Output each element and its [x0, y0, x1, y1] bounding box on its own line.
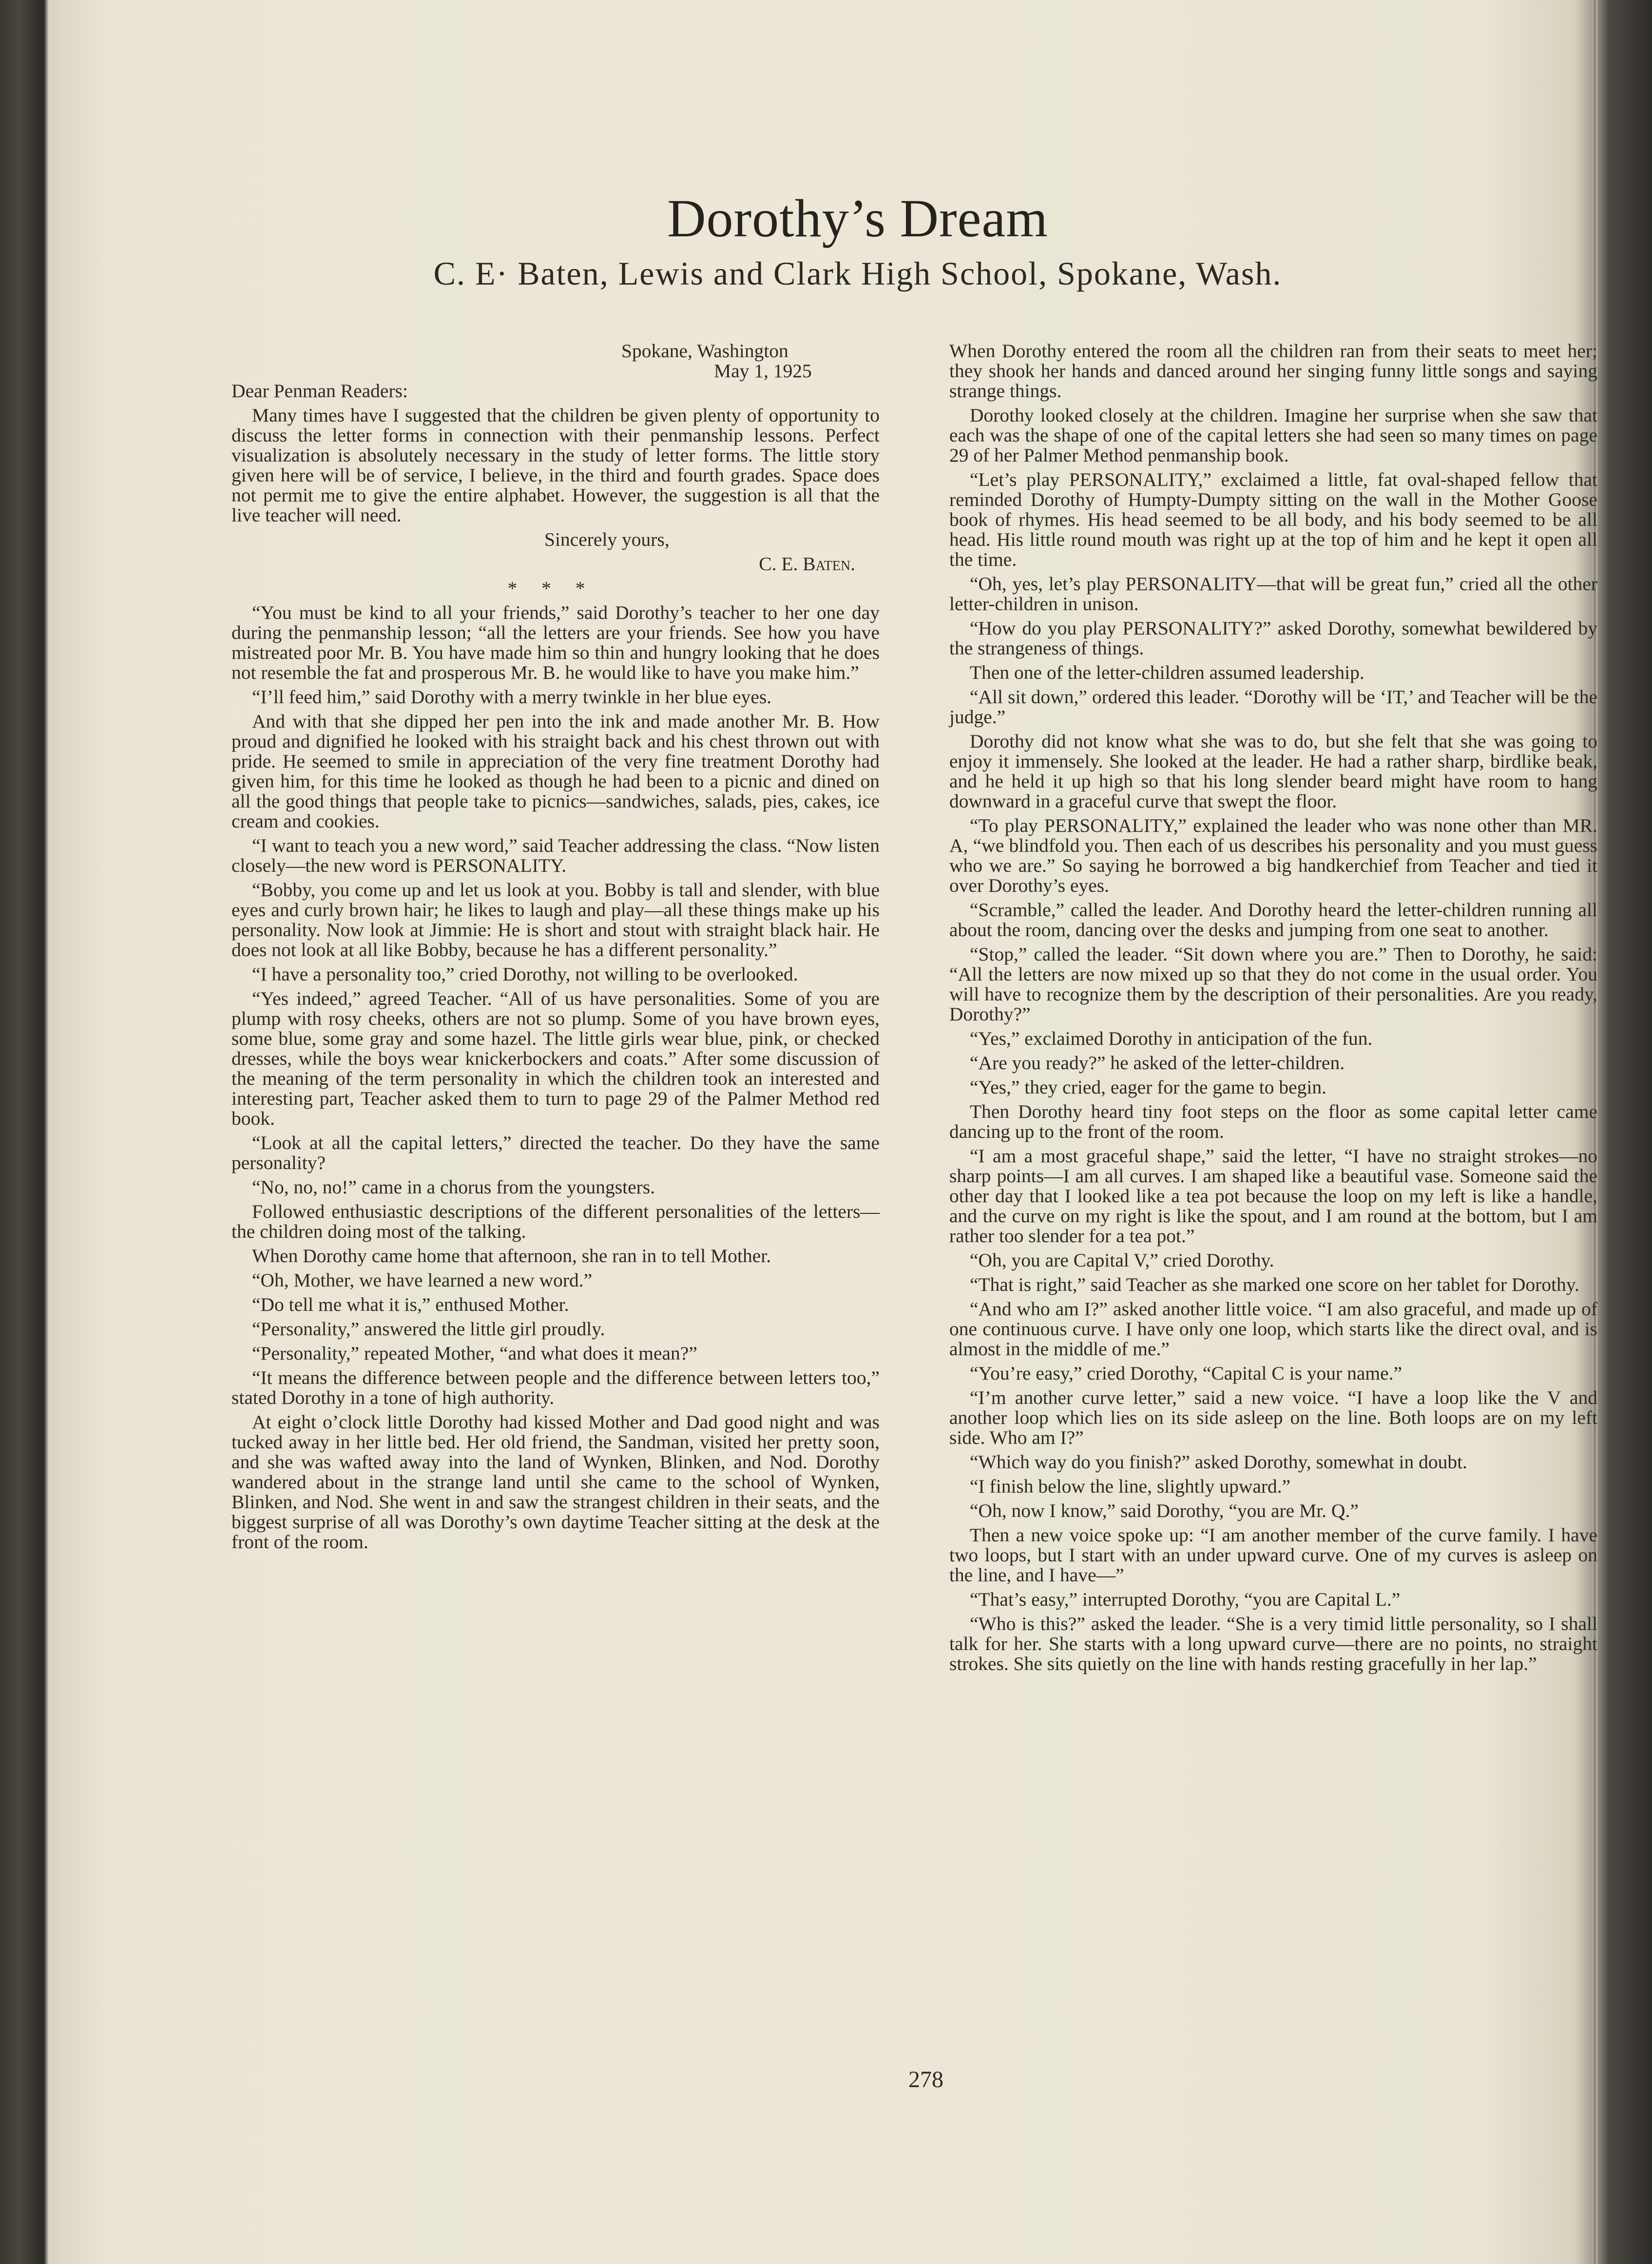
magazine-page: [49, 0, 1597, 2264]
body-paragraph: “Oh, yes, let’s play PERSONALITY—that will be great fun,” cried all the other letter-children in unison.: [949, 573, 1597, 614]
body-paragraph: Then Dorothy heard tiny foot steps on the floor as some capital letter came dancing up to the front of the room.: [949, 1101, 1597, 1142]
body-paragraph: “Scramble,” called the leader. And Dorothy heard the letter-children running all about the room, dancing over the desks and jumping from one seat to another.: [949, 899, 1597, 940]
body-paragraph: Dorothy looked closely at the children. Imagine her surprise when she saw that each was the shape of one of the capital letters she had seen so many times on page 29 of her Palmer Method penmanship book.: [949, 404, 1597, 466]
body-paragraph: “That’s easy,” interrupted Dorothy, “you are Capital L.”: [970, 1589, 1401, 1610]
letter-date: May 1, 1925: [714, 360, 812, 382]
body-paragraph: “You’re easy,” cried Dorothy, “Capital C is your name.”: [970, 1362, 1402, 1384]
body-paragraph: “I’m another curve letter,” said a new voice. “I have a loop like the V and another loop which lies on its side asleep on the line. Both loops are on my left side. Who am I?”: [949, 1387, 1597, 1448]
body-paragraph: “All sit down,” ordered this leader. “Dorothy will be ‘IT,’ and Teacher will be the judge.”: [949, 686, 1597, 728]
body-paragraph: “I have a personality too,” cried Dorothy, not willing to be overlooked.: [252, 963, 798, 985]
body-paragraph: “Oh, now I know,” said Dorothy, “you are Mr. Q.”: [970, 1500, 1359, 1521]
body-paragraph: When Dorothy entered the room all the children ran from their seats to meet her; they shook her hands and danced around her singing funny little songs and saying strange things.: [949, 340, 1597, 402]
body-paragraph: Then a new voice spoke up: “I am another member of the curve family. I have two loops, but I start with an under upward curve. One of my curves is asleep on the line, and I have—”: [949, 1524, 1597, 1586]
right-paragraphs: [949, 341, 1597, 1674]
signature: C. E. Baten.: [759, 553, 855, 575]
body-paragraph: And with that she dipped her pen into the ink and made another Mr. B. How proud and dignified he looked with his straight back and his chest thrown out with pride. He seemed to smile in appreciation of the very fine treatment Dorothy had given him, for this time he looked as though he had been to a picnic and dined on all the good things that people take to picnics—sandwiches, salads, pies, cakes, ice cream and cookies.: [231, 710, 880, 832]
body-paragraph: Then one of the letter-children assumed leadership.: [970, 662, 1364, 683]
body-paragraph: “Yes,” exclaimed Dorothy in anticipation of the fun.: [970, 1028, 1373, 1049]
body-paragraph: At eight o’clock little Dorothy had kissed Mother and Dad good night and was tucked away in her little bed. Her old friend, the Sandman, visited her pretty soon, and she was wafted away into the land of Wynken, Blinken, and Nod. Dorothy wandered about in the strange land until she came to the school of Wynken, Blinken, and Nod. She went in and saw the strangest children in their seats, and the biggest surprise of all was Dorothy’s own daytime Teacher sitting at the desk at the front of the room.: [231, 1411, 880, 1553]
body-paragraph: “Which way do you finish?” asked Dorothy, somewhat in doubt.: [970, 1451, 1467, 1473]
body-paragraph: “Stop,” called the leader. “Sit down where you are.” Then to Dorothy, he said: “All the letters are now mixed up so that they do not come in the usual order. You will have to recognize them by the description of their personalities. Are you ready, Dorothy?”: [949, 943, 1597, 1025]
left-column: [231, 341, 880, 1556]
page-number: 278: [908, 2067, 943, 2092]
body-paragraph: “You must be kind to all your friends,” said Dorothy’s teacher to her one day during the penmanship lesson; “all the letters are your friends. See how you have mistreated poor Mr. B. You have made him so thin and hungry looking that he does not resemble the fat and prosperous Mr. B. he would like to have you make him.”: [231, 602, 880, 683]
body-paragraph: “Are you ready?” he asked of the letter-children.: [970, 1052, 1345, 1074]
body-paragraph: “That is right,” said Teacher as she marked one score on her tablet for Dorothy.: [970, 1274, 1579, 1295]
body-paragraph: Dorothy did not know what she was to do, but she felt that she was going to enjoy it immensely. She looked at the leader. He had a rather sharp, birdlike beak, and he held it up high so that his long slender beard might have room to hang downward in a graceful curve that swept the floor.: [949, 730, 1597, 812]
body-paragraph: Followed enthusiastic descriptions of the different personalities of the letters—the children doing most of the talking.: [231, 1201, 880, 1242]
body-paragraph: “It means the difference between people and the difference between letters too,” stated Dorothy in a tone of high authority.: [231, 1367, 880, 1408]
body-paragraph: “I finish below the line, slightly upward.”: [970, 1476, 1291, 1497]
body-paragraph: “To play PERSONALITY,” explained the leader who was none other than MR. A, “we blindfold you. Then each of us describes his personality and you must guess who we are.” So saying he borrowed a big handkerchief from Teacher and tied it over Dorothy’s eyes.: [949, 815, 1597, 896]
body-paragraph: “Yes indeed,” agreed Teacher. “All of us have personalities. Some of you are plump with rosy cheeks, others are not so plump. Some of you have brown eyes, some blue, some gray and some hazel. The little girls wear blue, pink, or checked dresses, while the boys wear knickerbockers and coats.” After some discussion of the meaning of the term personality in which the children took an interested and interesting part, Teacher asked them to turn to page 29 of the Palmer Method red book.: [231, 988, 880, 1129]
left-paragraphs: [231, 603, 880, 1552]
body-paragraph: “Bobby, you come up and let us look at you. Bobby is tall and slender, with blue eyes and curly brown hair; he likes to laugh and play—all these things make up his personality. Now look at Jimmie: He is short and stout with straight black hair. He does not look at all like Bobby, because he has a different personality.”: [231, 879, 880, 960]
body-paragraph: When Dorothy came home that afternoon, she ran in to tell Mother.: [252, 1245, 771, 1266]
body-paragraph: “Personality,” repeated Mother, “and what does it mean?”: [252, 1343, 697, 1364]
body-paragraph: “Do tell me what it is,” enthused Mother.: [252, 1294, 569, 1315]
body-paragraph: “And who am I?” asked another little voice. “I am also graceful, and made up of one continuous curve. I have only one loop, which starts like the direct oval, and is almost in the middle of me.”: [949, 1298, 1597, 1360]
section-separator: * * *: [507, 577, 595, 599]
article-byline: C. E· Baten, Lewis and Clark High School, Spokane, Wash.: [433, 255, 1282, 292]
body-paragraph: “Personality,” answered the little girl proudly.: [252, 1318, 605, 1340]
body-paragraph: “I want to teach you a new word,” said Teacher addressing the class. “Now listen closely—the new word is PERSONALITY.: [231, 835, 880, 876]
body-paragraph: “Yes,” they cried, eager for the game to begin.: [970, 1076, 1326, 1098]
body-paragraph: “No, no, no!” came in a chorus from the youngsters.: [252, 1176, 655, 1198]
body-paragraph: “Who is this?” asked the leader. “She is a very timid little personality, so I shall talk for her. She starts with a long upward curve—there are no points, no straight strokes. She sits quietly on the line with hands resting gracefully in her lap.”: [949, 1613, 1597, 1674]
letter-place: Spokane, Washington: [621, 340, 788, 362]
body-paragraph: “Look at all the capital letters,” directed the teacher. Do they have the same personality?: [231, 1132, 880, 1173]
article-title: Dorothy’s Dream: [667, 189, 1048, 248]
right-column: [949, 341, 1597, 1678]
body-paragraph: “Oh, you are Capital V,” cried Dorothy.: [970, 1249, 1274, 1271]
closing: Sincerely yours,: [544, 529, 670, 550]
body-paragraph: “Oh, Mother, we have learned a new word.”: [252, 1269, 593, 1291]
salutation: Dear Penman Readers:: [231, 380, 408, 402]
body-paragraph: “How do you play PERSONALITY?” asked Dorothy, somewhat bewildered by the strangeness of things.: [949, 617, 1597, 659]
body-paragraph: “I am a most graceful shape,” said the letter, “I have no straight strokes—no sharp points—I am all curves. I am shaped like a beautiful vase. Someone said the other day that I looked like a tea pot because the loop on my left is like a handle, and the curve on my right is like the spout, and I am round at the bottom, but I am rather too slender for a tea pot.”: [949, 1145, 1597, 1247]
body-paragraph: “I’ll feed him,” said Dorothy with a merry twinkle in her blue eyes.: [252, 686, 772, 708]
intro-paragraph: Many times have I suggested that the children be given plenty of opportunity to discuss the letter forms in connection with their penmanship lessons. Perfect visualization is absolutely necessary in the study of letter forms. The little story given here will be of service, I believe, in the third and fourth grades. Space does not permit me to give the entire alphabet. However, the suggestion is all that the live teacher will need.: [231, 404, 880, 526]
body-paragraph: “Let’s play PERSONALITY,” exclaimed a little, fat oval-shaped fellow that reminded Dorothy of Humpty-Dumpty sitting on the wall in the Mother Goose book of rhymes. His head seemed to be all body, and his body seemed to be all head. His little round mouth was right up at the top of him and he kept it open all the time.: [949, 469, 1597, 570]
